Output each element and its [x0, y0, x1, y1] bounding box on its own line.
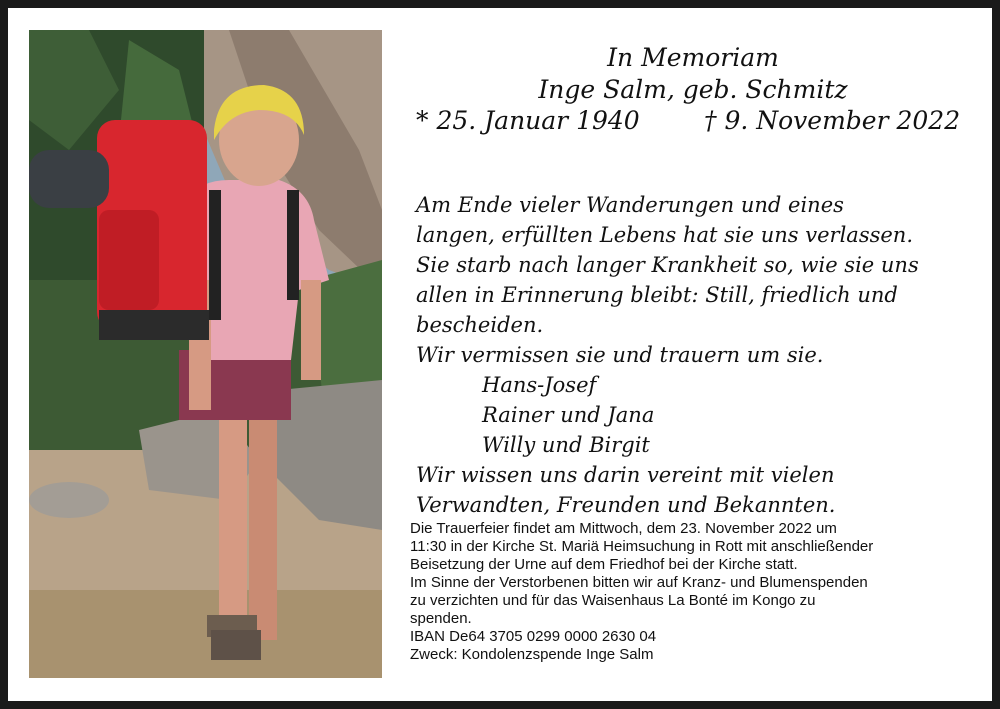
body-line: Sie starb nach langer Krankheit so, wie sie uns [416, 253, 919, 277]
notice-line: Im Sinne der Verstorbenen bitten wir auf Kranz- und Blumenspenden [410, 574, 868, 591]
notice-line: 11:30 in der Kirche St. Mariä Heimsuchung in Rott mit anschließender [410, 538, 874, 555]
body-line: langen, erfüllten Lebens hat sie uns verlassen. [416, 223, 913, 247]
obituary-text [416, 190, 984, 520]
life-dates [416, 106, 978, 140]
funeral-notice [410, 520, 980, 664]
obituary-card [8, 8, 992, 701]
portrait-photo [29, 30, 382, 678]
death-date: † 9. November 2022 [704, 106, 961, 135]
body-line: bescheiden. [416, 313, 544, 337]
mourner-name: Willy und Birgit [482, 433, 650, 457]
closing-line: Verwandten, Freunden und Bekannten. [416, 493, 836, 517]
notice-line: Beisetzung der Urne auf dem Friedhof bei der Kirche statt. [410, 556, 798, 573]
obituary-title: In Memoriam [607, 43, 779, 72]
notice-line: spenden. [410, 610, 472, 627]
deceased-name: Inge Salm, geb. Schmitz [538, 75, 848, 104]
notice-line: Die Trauerfeier findet am Mittwoch, dem 23. November 2022 um [410, 520, 837, 537]
donation-purpose-line: Zweck: Kondolenzspende Inge Salm [410, 646, 654, 663]
birth-date: * 25. Januar 1940 [416, 106, 640, 135]
iban-line: IBAN De64 3705 0299 0000 2630 04 [410, 628, 657, 645]
closing-line: Wir wissen uns darin vereint mit vielen [416, 463, 835, 487]
mourner-name: Hans-Josef [482, 373, 597, 397]
obituary-header [408, 42, 978, 106]
body-line: allen in Erinnerung bleibt: Still, friedlich und [416, 283, 898, 307]
body-line: Wir vermissen sie und trauern um sie. [416, 343, 824, 367]
notice-line: zu verzichten und für das Waisenhaus La Bonté im Kongo zu [410, 592, 816, 609]
body-line: Am Ende vieler Wanderungen und eines [416, 193, 844, 217]
mourner-name: Rainer und Jana [482, 403, 655, 427]
